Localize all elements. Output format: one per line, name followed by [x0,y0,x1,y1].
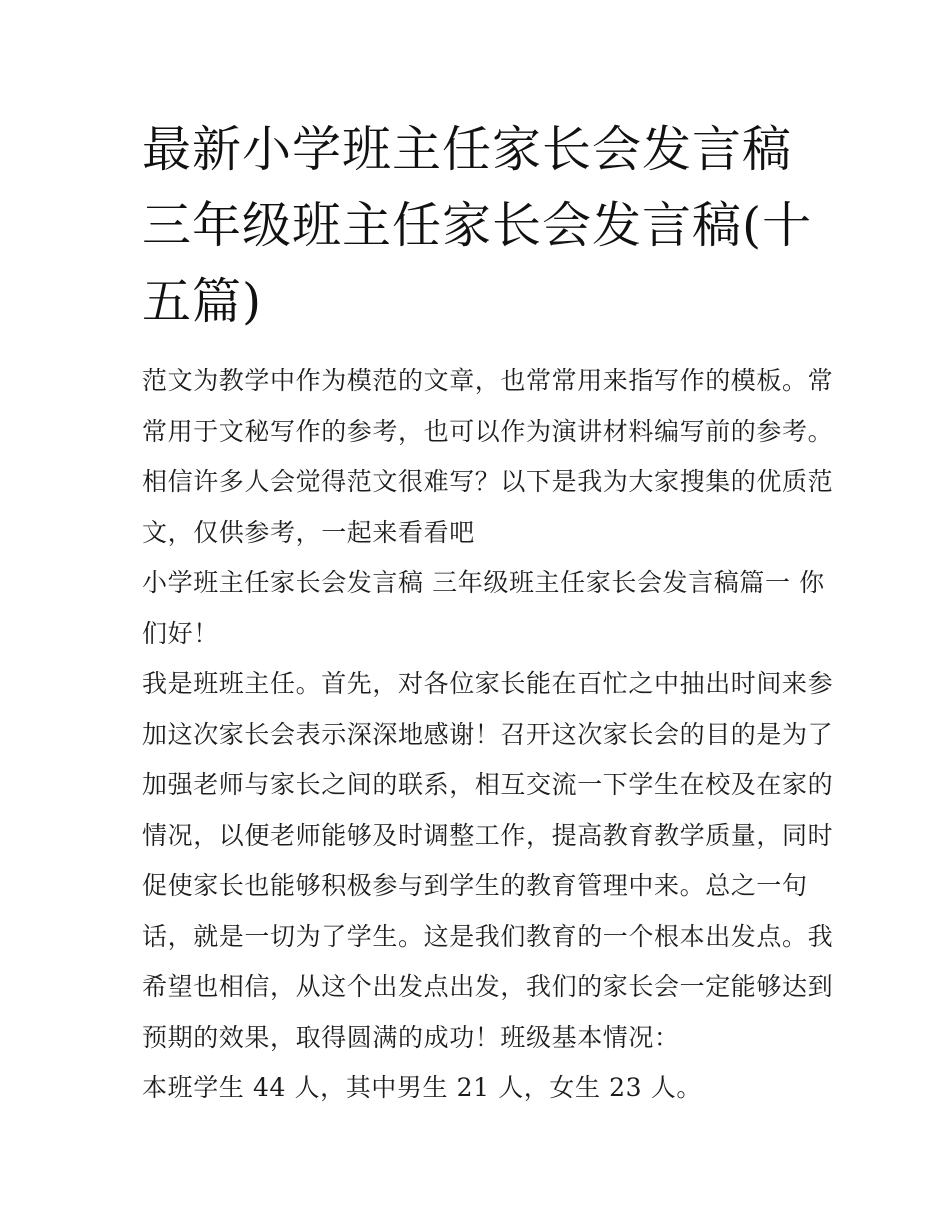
paragraph-line: 加强老师与家长之间的联系，相互交流一下学生在校及在家的 [142,770,834,799]
class-stats-paragraph [142,1063,822,1114]
intro-paragraph [142,356,834,558]
document-body [142,356,834,1114]
paragraph-line: 促使家长也能够积极参与到学生的教育管理中来。总之一句 [142,871,808,900]
paragraph-line: 文，仅供参考，一起来看看吧 [142,517,475,547]
paragraph-line: 话，就是一切为了学生。这是我们教育的一个根本出发点。我 [142,921,834,951]
paragraph-line: 我是班班主任。首先，对各位家长能在百忙之中抽出时间来参 [142,669,834,698]
speech-paragraph [142,659,834,1063]
paragraph-line: 小学班主任家长会发言稿 三年级班主任家长会发言稿篇一 你 [142,568,825,597]
paragraph-line: 相信许多人会觉得范文很难写？以下是我为大家搜集的优质范 [142,467,834,496]
paragraph-line: 希望也相信，从这个出发点出发，我们的家长会一定能够达到 [142,972,834,1001]
paragraph-line: 本班学生 44 人，其中男生 21 人，女生 23 人。 [142,1073,702,1102]
paragraph-line: 加这次家长会表示深深地感谢！召开这次家长会的目的是为了 [142,719,834,749]
paragraph-line: 们好！ [142,618,219,648]
title-line: 三年级班主任家长会发言稿(十 [142,197,813,254]
paragraph-line: 范文为教学中作为模范的文章，也常常用来指写作的模板。常 [142,366,834,395]
paragraph-line: 情况，以便老师能够及时调整工作，提高教育教学质量，同时 [142,820,834,850]
title-line: 最新小学班主任家长会发言稿 [142,121,793,178]
document-title [142,112,822,340]
title-line: 五篇) [142,273,263,330]
paragraph-line: 预期的效果，取得圆满的成功！班级基本情况： [142,1022,680,1052]
document-page [142,112,834,1114]
section-heading-paragraph [142,558,825,659]
paragraph-line: 常用于文秘写作的参考，也可以作为演讲材料编写前的参考。 [142,416,834,446]
